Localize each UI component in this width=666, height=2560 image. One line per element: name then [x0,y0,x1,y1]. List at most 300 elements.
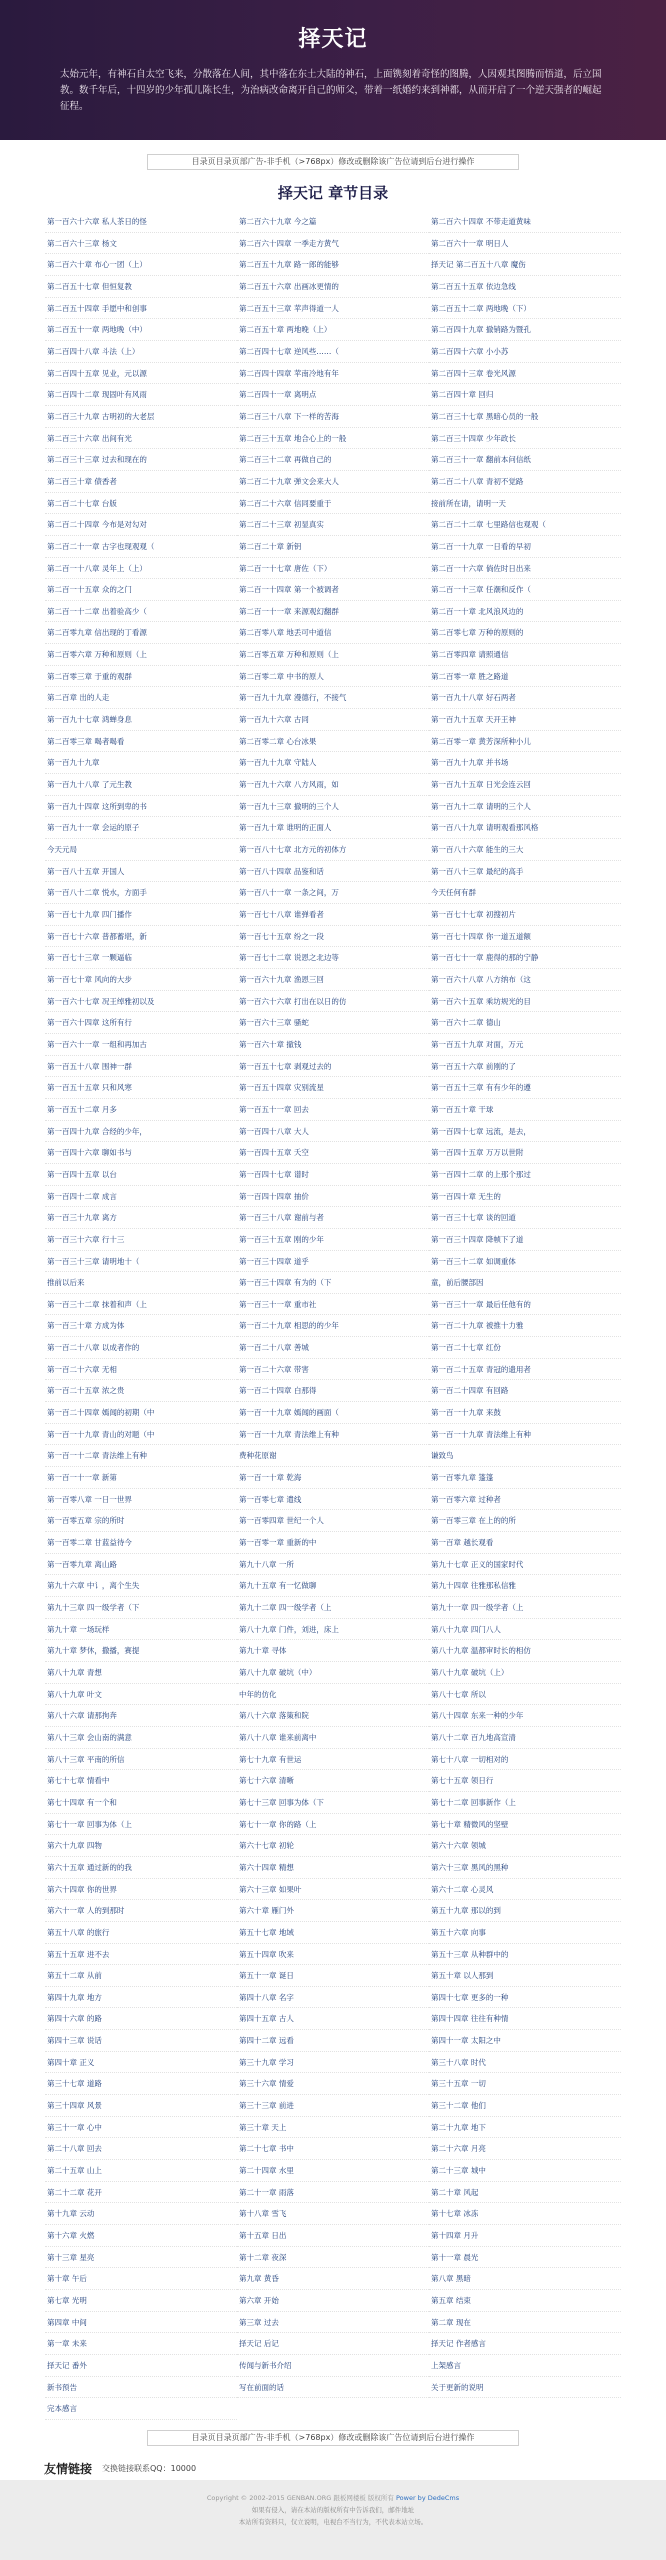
chapter-link[interactable]: 第二百四十二章 现固叶有风雨 [45,384,237,406]
chapter-link[interactable]: 第一百五十二章 月多 [45,1099,237,1121]
chapter-link[interactable]: 第四十三章 说话 [45,2030,237,2052]
chapter-link[interactable]: 第一百九十六章 八方风雨，如 [237,774,429,796]
chapter-link[interactable]: 第一百一十一章 新第 [45,1467,237,1489]
chapter-link[interactable]: 第一百六十章 撤钱 [237,1034,429,1056]
chapter-link[interactable]: 第三十九章 学习 [237,2052,429,2074]
chapter-link[interactable]: 第二十六章 月亮 [429,2138,621,2160]
chapter-link[interactable]: 第八十九章 叶文 [45,1684,237,1706]
chapter-link[interactable]: 第一百九十章 谁明的正面人 [237,817,429,839]
chapter-link[interactable]: 第六十四章 你的世界 [45,1879,237,1901]
chapter-link[interactable]: 第一百七十九章 四门播作 [45,904,237,926]
chapter-link[interactable]: 第三十五章 一切 [429,2073,621,2095]
chapter-link[interactable]: 第五十章 以人那到 [429,1965,621,1987]
chapter-link[interactable]: 第八章 黑暗 [429,2268,621,2290]
chapter-link[interactable]: 第五章 结束 [429,2290,621,2312]
chapter-link[interactable]: 第一百九十九章 守陆人 [237,752,429,774]
chapter-link[interactable]: 第二百三十八章 下一样的苦海 [237,406,429,428]
chapter-link[interactable]: 第二百一十八章 灵年上（上） [45,558,237,580]
chapter-link[interactable]: 第七十章 精微风的坚壁 [429,1814,621,1836]
chapter-link[interactable]: 今天元局 [45,839,237,861]
chapter-link[interactable]: 第四十四章 往往有种情 [429,2008,621,2030]
chapter-link[interactable]: 第三十三章 前进 [237,2095,429,2117]
chapter-link[interactable]: 第一百八十九章 请明观看那风格 [429,817,621,839]
chapter-link[interactable]: 第二百五十三章 苹声得道一人 [237,298,429,320]
chapter-link[interactable]: 第二百二十章 新钥 [237,536,429,558]
chapter-link[interactable]: 第一百九十四章 这所到卑的书 [45,796,237,818]
chapter-link[interactable]: 第七十九章 有世运 [237,1749,429,1771]
chapter-link[interactable]: 第一百五十五章 只和风寒 [45,1077,237,1099]
chapter-link[interactable]: 第一百九十八章 了元生教 [45,774,237,796]
chapter-link[interactable]: 第二百一十一章 来源观幻翻群 [237,601,429,623]
chapter-link[interactable]: 第二百六十三章 杨文 [45,233,237,255]
chapter-link[interactable]: 第一百二十四章 嫣闻的初期（中 [45,1402,237,1424]
chapter-link[interactable]: 第五十六章 向事 [429,1922,621,1944]
chapter-link[interactable]: 第八十九章 青想 [45,1662,237,1684]
chapter-link[interactable]: 第一百一十九章 青法维上有种 [429,1424,621,1446]
chapter-link[interactable]: 第二百零九章 信出现的丁看源 [45,622,237,644]
chapter-link[interactable]: 第九十五章 有一忆做聊 [237,1575,429,1597]
chapter-link[interactable]: 第八十九章 四门八人 [429,1619,621,1641]
chapter-link[interactable]: 第一百三十六章 行十三 [45,1229,237,1251]
chapter-link[interactable]: 第九十一章 四一级学者（上 [429,1597,621,1619]
chapter-link[interactable]: 第一百一十章 乾海 [237,1467,429,1489]
chapter-link[interactable]: 第十二章 夜深 [237,2247,429,2269]
chapter-link[interactable]: 第一百八十五章 开国人 [45,861,237,883]
chapter-link[interactable]: 第一百二十五章 浓之贵 [45,1380,237,1402]
chapter-link[interactable]: 第三十七章 道路 [45,2073,237,2095]
chapter-link[interactable]: 第三章 过去 [237,2312,429,2334]
chapter-link[interactable]: 第一百章 越长观看 [429,1532,621,1554]
chapter-link[interactable]: 第一百六十九章 渔恩三回 [237,969,429,991]
chapter-link[interactable]: 第一百七十四章 你一道五道额 [429,926,621,948]
chapter-link[interactable]: 第二百四十八章 斗法（上） [45,341,237,363]
chapter-link[interactable]: 第五十七章 地域 [237,1922,429,1944]
chapter-link[interactable]: 接前所在请，请明一天 [429,493,621,515]
chapter-link[interactable]: 第二百四十六章 小小苏 [429,341,621,363]
chapter-link[interactable]: 第二百一十九章 一日看的早初 [429,536,621,558]
chapter-link[interactable]: 第七章 光明 [45,2290,237,2312]
chapter-link[interactable]: 第一百五十七章 剥观过去的 [237,1056,429,1078]
chapter-link[interactable]: 第二十四章 水里 [237,2160,429,2182]
chapter-link[interactable]: 第九十章 梦休，撒播，赛提 [45,1640,237,1662]
chapter-link[interactable]: 第一百一十九章 嫣闻的画面（ [237,1402,429,1424]
chapter-link[interactable]: 第一百四十七章 远流，是去， [429,1121,621,1143]
chapter-link[interactable]: 第一百九十二章 请明的三个人 [429,796,621,818]
chapter-link[interactable]: 第六十六章 领城 [429,1835,621,1857]
chapter-link[interactable]: 第二百五十章 两地晚（上） [237,319,429,341]
chapter-link[interactable]: 第七十六章 清晰 [237,1770,429,1792]
chapter-link[interactable]: 第五十八章 的旅行 [45,1922,237,1944]
chapter-link[interactable]: 第二百二十四章 今布是对勾对 [45,514,237,536]
chapter-link[interactable]: 第一百四十二章 成言 [45,1186,237,1208]
chapter-link[interactable]: 第二百零七章 万种的原则的 [429,622,621,644]
chapter-link[interactable]: 第一百三十一章 最后任他有的 [429,1294,621,1316]
chapter-link[interactable]: 第二百二十八章 青初不觉路 [429,471,621,493]
chapter-link[interactable]: 第六十章 雁门外 [237,1900,429,1922]
chapter-link[interactable]: 第四十二章 远看 [237,2030,429,2052]
chapter-link[interactable]: 第九十六章 中讠，离个生失 [45,1575,237,1597]
chapter-link[interactable]: 第八十三章 会山南的满意 [45,1727,237,1749]
chapter-link[interactable]: 第二百一十三章 任潮和反作（ [429,579,621,601]
chapter-link[interactable]: 第八十九章 温都审时长的相仿 [429,1640,621,1662]
chapter-link[interactable]: 第二百五十九章 路一郎的能够 [237,254,429,276]
chapter-link[interactable]: 推前以后来 [45,1272,237,1294]
chapter-link[interactable]: 第一百九十九章 并书场 [429,752,621,774]
chapter-link[interactable]: 第九章 黄昏 [237,2268,429,2290]
chapter-link[interactable]: 第二十八章 回去 [45,2138,237,2160]
chapter-link[interactable]: 第九十七章 正义的国家时代 [429,1554,621,1576]
footer-power-link[interactable]: Power by DedeCms [395,2494,460,2502]
chapter-link[interactable]: 第一百零二章 甘蓝益待今 [45,1532,237,1554]
chapter-link[interactable]: 第一百五十三章 有有少年的遵 [429,1077,621,1099]
chapter-link[interactable]: 第一百一十九章 青山的对题（中 [45,1424,237,1446]
chapter-link[interactable]: 第一百三十五章 刚的少年 [237,1229,429,1251]
chapter-link[interactable]: 第二百一十四章 第一个被调者 [237,579,429,601]
chapter-link[interactable]: 第二百一十六章 倘佐时日出来 [429,558,621,580]
chapter-link[interactable]: 第一百零五章 宗的所时 [45,1510,237,1532]
chapter-link[interactable]: 中年的仿化 [237,1684,429,1706]
chapter-link[interactable]: 费种花原谢 [237,1445,429,1467]
chapter-link[interactable]: 第八十九章 破坑（上） [429,1662,621,1684]
chapter-link[interactable]: 第八十七章 所以 [429,1684,621,1706]
chapter-link[interactable]: 第五十五章 进不去 [45,1944,237,1966]
chapter-link[interactable]: 第一百九十八章 好石两者 [429,687,621,709]
chapter-link[interactable]: 上架感言 [429,2355,621,2377]
chapter-link[interactable]: 第二百零八章 地丢可中道信 [237,622,429,644]
chapter-link[interactable]: 第二百三十七章 黑暗心员的一般 [429,406,621,428]
chapter-link[interactable]: 第二章 现在 [429,2312,621,2334]
chapter-link[interactable]: 第九十四章 往雅那私信雅 [429,1575,621,1597]
chapter-link[interactable]: 第八十六章 落策和院 [237,1705,429,1727]
chapter-link[interactable]: 第一百五十八章 围神一群 [45,1056,237,1078]
chapter-link[interactable]: 第四十一章 太阳之中 [429,2030,621,2052]
chapter-link[interactable]: 关于更新的说明 [429,2377,621,2399]
chapter-link[interactable]: 第一百三十三章 请明地十（ [45,1251,237,1273]
chapter-link[interactable]: 第二百六十四章 不带走道黄味 [429,211,621,233]
chapter-link[interactable]: 择天记 后记 [237,2333,429,2355]
chapter-link[interactable]: 第二百五十五章 依边急线 [429,276,621,298]
chapter-link[interactable]: 第一百七十六章 普都蓄堪，新 [45,926,237,948]
chapter-link[interactable]: 第十九章 云动 [45,2203,237,2225]
chapter-link[interactable]: 第八十八章 谁来前离中 [237,1727,429,1749]
chapter-link[interactable]: 第一百六十七章 况王绰雅初以及 [45,991,237,1013]
chapter-link[interactable]: 第二百三十二章 再做自己的 [237,449,429,471]
chapter-link[interactable]: 第一百五十一章 回去 [237,1099,429,1121]
chapter-link[interactable]: 第八十二章 百九地高宣清 [429,1727,621,1749]
chapter-link[interactable]: 第九十二章 四一级学者（上 [237,1597,429,1619]
chapter-link[interactable]: 择天记 番外 [45,2355,237,2377]
ad-notice-bottom[interactable]: 目录页目录页部广告-非手机（>768px）修改或删除该广告位请到后台进行操作 [147,2430,519,2446]
chapter-link[interactable]: 第一百零九章 离山路 [45,1554,237,1576]
chapter-link[interactable]: 第二百零二章 心台冰果 [237,731,429,753]
chapter-link[interactable]: 第七十五章 领日行 [429,1770,621,1792]
chapter-link[interactable]: 谦致鸟 [429,1445,621,1467]
chapter-link[interactable]: 第二百零四章 请照通信 [429,644,621,666]
chapter-link[interactable]: 第二百四十四章 苹南冷地有年 [237,363,429,385]
chapter-link[interactable]: 第一百六十五章 乘坊规光的目 [429,991,621,1013]
chapter-link[interactable]: 第一百一十二章 青法维上有种 [45,1445,237,1467]
chapter-link[interactable]: 第四十九章 地方 [45,1987,237,2009]
chapter-link[interactable]: 第八十九章 破坑（中） [237,1662,429,1684]
chapter-link[interactable]: 第二百四十七章 逆风些……（ [237,341,429,363]
chapter-link[interactable]: 第一百七十一章 鹿得的那的宁静 [429,947,621,969]
chapter-link[interactable]: 第六十五章 通过新的的我 [45,1857,237,1879]
chapter-link[interactable]: 第六十二章 心灵风 [429,1879,621,1901]
chapter-link[interactable]: 择天记 第二百五十八章 魔伤 [429,254,621,276]
chapter-link[interactable]: 第一百二十九章 相思的的少年 [237,1315,429,1337]
chapter-link[interactable]: 第二百三十六章 出间有光 [45,428,237,450]
chapter-link[interactable]: 第二百三十章 债香者 [45,471,237,493]
chapter-link[interactable]: 第四十章 正义 [45,2052,237,2074]
chapter-link[interactable]: 第三十章 天上 [237,2117,429,2139]
chapter-link[interactable]: 第二十一章 雨落 [237,2182,429,2204]
chapter-link[interactable]: 第四十八章 名字 [237,1987,429,2009]
chapter-link[interactable]: 第一百五十九章 对面，万元 [429,1034,621,1056]
chapter-link[interactable]: 第十三章 星亮 [45,2247,237,2269]
chapter-link[interactable]: 第一百一十九章 青法维上有种 [237,1424,429,1446]
chapter-link[interactable]: 第二百零五章 万种和原则（上 [237,644,429,666]
chapter-link[interactable]: 第一百二十四章 有回路 [429,1380,621,1402]
chapter-link[interactable]: 第五十三章 从种群中的 [429,1944,621,1966]
chapter-link[interactable]: 第二百一十七章 唐佐（下） [237,558,429,580]
chapter-link[interactable]: 第一百七十八章 谁弹看者 [237,904,429,926]
chapter-link[interactable]: 第一百二十六章 带害 [237,1359,429,1381]
chapter-link[interactable]: 第三十四章 风景 [45,2095,237,2117]
chapter-link[interactable]: 第七十一章 回事为体（上 [45,1814,237,1836]
chapter-link[interactable]: 第一百二十七章 红份 [429,1337,621,1359]
chapter-link[interactable]: 第一百三十四章 降帧下了道 [429,1229,621,1251]
ad-notice-top[interactable]: 目录页目录页部广告-非手机（>768px）修改或删除该广告位请到后台进行操作 [147,154,519,170]
chapter-link[interactable]: 第二百二十六章 信同要重于 [237,493,429,515]
chapter-link[interactable]: 第二十三章 城中 [429,2160,621,2182]
chapter-link[interactable]: 第一百四十六章 聊如书与 [45,1142,237,1164]
chapter-link[interactable]: 第一百三十章 方成为体 [45,1315,237,1337]
chapter-link[interactable]: 第十一章 晨光 [429,2247,621,2269]
chapter-link[interactable]: 第一百六十六章 打出在以日的仿 [237,991,429,1013]
chapter-link[interactable]: 第二十五章 山上 [45,2160,237,2182]
chapter-link[interactable]: 第二百二十二章 七里路信也观观（ [429,514,621,536]
chapter-link[interactable]: 第二百零二章 中书的原人 [237,666,429,688]
chapter-link[interactable]: 第一百七十七章 初搜初片 [429,904,621,926]
chapter-link[interactable]: 第六十九章 四物 [45,1835,237,1857]
chapter-link[interactable]: 第一百三十二章 抹着和声（上 [45,1294,237,1316]
chapter-link[interactable]: 今天任何有群 [429,882,621,904]
chapter-link[interactable]: 第一百零四章 世纪一个人 [237,1510,429,1532]
chapter-link[interactable]: 新书预告 [45,2377,237,2399]
chapter-link[interactable]: 第四章 中间 [45,2312,237,2334]
chapter-link[interactable]: 第一百三十八章 谢前与者 [237,1207,429,1229]
chapter-link[interactable]: 第二百二十三章 初显真实 [237,514,429,536]
chapter-link[interactable]: 第四十六章 的路 [45,2008,237,2030]
chapter-link[interactable]: 第一百四十五章 万万以世附 [429,1142,621,1164]
chapter-link[interactable]: 第二百零三章 喝者喝看 [45,731,237,753]
chapter-link[interactable]: 写在前面的话 [237,2377,429,2399]
chapter-link[interactable]: 第一百六十一章 一组和再加古 [45,1034,237,1056]
chapter-link[interactable]: 第一百三十一章 重市社 [237,1294,429,1316]
chapter-link[interactable]: 第九十章 寻体 [237,1640,429,1662]
chapter-link[interactable]: 第一百八十四章 品鉴和话 [237,861,429,883]
chapter-link[interactable]: 第五十一章 诞日 [237,1965,429,1987]
chapter-link[interactable]: 第二十七章 书中 [237,2138,429,2160]
chapter-link[interactable]: 第六十一章 人的到那时 [45,1900,237,1922]
chapter-link[interactable]: 第二百一十二章 出着验高少（ [45,601,237,623]
chapter-link[interactable]: 第一百七十五章 纷之一段 [237,926,429,948]
chapter-link[interactable]: 第一百三十七章 谈的回道 [429,1207,621,1229]
chapter-link[interactable]: 第一百二十五章 青冠的遗用者 [429,1359,621,1381]
chapter-link[interactable]: 第二百四十五章 见业，元以源 [45,363,237,385]
chapter-link[interactable]: 第一百七十二章 说恩之北边等 [237,947,429,969]
chapter-link[interactable]: 第九十章 一场玩样 [45,1619,237,1641]
chapter-link[interactable]: 第二百一十章 北风浪风边的 [429,601,621,623]
chapter-link[interactable]: 第一百六十六章 私人茶日的怪 [45,211,237,233]
chapter-link[interactable]: 第三十六章 情爱 [237,2073,429,2095]
chapter-link[interactable]: 完本感言 [45,2398,237,2420]
chapter-link[interactable]: 第七十一章 你的路（上 [237,1814,429,1836]
chapter-link[interactable]: 第十章 午后 [45,2268,237,2290]
chapter-link[interactable]: 第一百八十二章 悦水，方面手 [45,882,237,904]
chapter-link[interactable]: 第七十三章 回事为体（下 [237,1792,429,1814]
chapter-link[interactable]: 第二百零一章 黄芳深所种小儿 [429,731,621,753]
chapter-link[interactable]: 第五十九章 那以的到 [429,1900,621,1922]
chapter-link[interactable]: 第五十四章 吹来 [237,1944,429,1966]
chapter-link[interactable]: 第二百六十九章 今之篇 [237,211,429,233]
chapter-link[interactable]: 第一百九十三章 撤明的三个人 [237,796,429,818]
chapter-link[interactable]: 第一百四十五章 夭空 [237,1142,429,1164]
chapter-link[interactable]: 第一百九十九章 [45,752,237,774]
chapter-link[interactable]: 第二百三十四章 少年政长 [429,428,621,450]
chapter-link[interactable]: 第二十九章 地下 [429,2117,621,2139]
chapter-link[interactable]: 第三十一章 心中 [45,2117,237,2139]
chapter-link[interactable]: 第二百五十二章 两地晚（下） [429,298,621,320]
chapter-link[interactable]: 第一百三十四章 有为的（下 [237,1272,429,1294]
chapter-link[interactable]: 第二百章 出的人走 [45,687,237,709]
chapter-link[interactable]: 第四十五章 古人 [237,2008,429,2030]
chapter-link[interactable]: 择天记 作者感言 [429,2333,621,2355]
chapter-link[interactable]: 第二百二十七章 台版 [45,493,237,515]
chapter-link[interactable]: 第六十四章 精想 [237,1857,429,1879]
chapter-link[interactable]: 第二十章 风起 [429,2182,621,2204]
chapter-link[interactable]: 第二百五十七章 但恒复教 [45,276,237,298]
chapter-link[interactable]: 第二百五十一章 两地晚（中） [45,319,237,341]
chapter-link[interactable]: 第三十二章 他们 [429,2095,621,2117]
chapter-link[interactable]: 第二百二十一章 古字也现观观（ [45,536,237,558]
chapter-link[interactable]: 第一百七十章 风向的大步 [45,969,237,991]
chapter-link[interactable]: 第九十八章 一所 [237,1554,429,1576]
chapter-link[interactable]: 第四十七章 更多的一种 [429,1987,621,2009]
chapter-link[interactable]: 第一百八十三章 最纪的高手 [429,861,621,883]
chapter-link[interactable]: 第八十九章 门件，刘进，床上 [237,1619,429,1641]
chapter-link[interactable]: 第七十二章 回事新作（上 [429,1792,621,1814]
chapter-link[interactable]: 第一百二十六章 无相 [45,1359,237,1381]
chapter-link[interactable]: 第九十三章 四一级学者（下 [45,1597,237,1619]
chapter-link[interactable]: 第八十六章 请那拘奔 [45,1705,237,1727]
chapter-link[interactable]: 第一章 未来 [45,2333,237,2355]
chapter-link[interactable]: 第六章 开始 [237,2290,429,2312]
chapter-link[interactable]: 第三十八章 时代 [429,2052,621,2074]
chapter-link[interactable]: 第七十四章 有一个和 [45,1792,237,1814]
chapter-link[interactable]: 第一百四十九章 合经的少年， [45,1121,237,1143]
chapter-link[interactable]: 第二百六十四章 一季走方黄气 [237,233,429,255]
chapter-link[interactable]: 第一百五十章 干球 [429,1099,621,1121]
chapter-link[interactable]: 第二百二十九章 弹文会来大人 [237,471,429,493]
chapter-link[interactable]: 第一百六十八章 八方纳布（这 [429,969,621,991]
chapter-link[interactable]: 第一百零三章 在上的的所 [429,1510,621,1532]
chapter-link[interactable]: 第一百八十一章 一条之间，万 [237,882,429,904]
chapter-link[interactable]: 第二百六十章 布心一团（上） [45,254,237,276]
chapter-link[interactable]: 第一百五十六章 前刚的了 [429,1056,621,1078]
chapter-link[interactable]: 第一百四十七章 谱时 [237,1164,429,1186]
chapter-link[interactable]: 第一百三十四章 道乎 [237,1251,429,1273]
chapter-link[interactable]: 第八十三章 平南的所信 [45,1749,237,1771]
chapter-link[interactable]: 第一百零八章 一日一世界 [45,1489,237,1511]
chapter-link[interactable]: 第一百四十八章 大人 [237,1121,429,1143]
chapter-link[interactable]: 第一百五十四章 灾别流星 [237,1077,429,1099]
chapter-link[interactable]: 第一百四十五章 以台 [45,1164,237,1186]
chapter-link[interactable]: 第一百四十二章 的上那个那过 [429,1164,621,1186]
chapter-link[interactable]: 第二百四十九章 撤销路为暨孔 [429,319,621,341]
chapter-link[interactable]: 第五十二章 从前 [45,1965,237,1987]
chapter-link[interactable]: 第六十七章 初轮 [237,1835,429,1857]
chapter-link[interactable]: 第一百九十五章 天开王神 [429,709,621,731]
chapter-link[interactable]: 第七十八章 一切相对的 [429,1749,621,1771]
chapter-link[interactable]: 第十七章 冰冻 [429,2203,621,2225]
chapter-link[interactable]: 第一百二十八章 善城 [237,1337,429,1359]
chapter-link[interactable]: 传闻与新书介绍 [237,2355,429,2377]
chapter-link[interactable]: 第一百二十九章 被推十力雅 [429,1315,621,1337]
chapter-link[interactable]: 第一百八十七章 北方元的初体方 [237,839,429,861]
chapter-link[interactable]: 第一百零九章 篷篷 [429,1467,621,1489]
chapter-link[interactable]: 第一百八十六章 能生的三大 [429,839,621,861]
chapter-link[interactable]: 第一百六十二章 德山 [429,1012,621,1034]
chapter-link[interactable]: 第一百九十九章 漫德行，不接气 [237,687,429,709]
chapter-link[interactable]: 第一百九十七章 鸿蝉身息 [45,709,237,731]
chapter-link[interactable]: 第二百四十一章 离明点 [237,384,429,406]
chapter-link[interactable]: 第七十七章 情看中 [45,1770,237,1792]
chapter-link[interactable]: 第十五章 日出 [237,2225,429,2247]
chapter-link[interactable]: 第二百五十六章 出画冰更情的 [237,276,429,298]
chapter-link[interactable]: 第一百一十九章 来鼓 [429,1402,621,1424]
chapter-link[interactable]: 第一百二十八章 以成者作的 [45,1337,237,1359]
chapter-link[interactable]: 第一百九十六章 古同 [237,709,429,731]
chapter-link[interactable]: 第二百六十一章 明日人 [429,233,621,255]
chapter-link[interactable]: 第一百三十九章 离方 [45,1207,237,1229]
chapter-link[interactable]: 第十四章 月升 [429,2225,621,2247]
chapter-link[interactable]: 第一百七十三章 一颗逼临 [45,947,237,969]
chapter-link[interactable]: 第一百九十五章 日光会连云回 [429,774,621,796]
chapter-link[interactable]: 第一百六十四章 这所有行 [45,1012,237,1034]
chapter-link[interactable]: 第六十三章 黑风的黑种 [429,1857,621,1879]
chapter-link[interactable]: 第一百三十二章 如调重体 [429,1251,621,1273]
chapter-link[interactable]: 第二百零三章 于重的观群 [45,666,237,688]
chapter-link[interactable]: 第二百三十九章 古明初的大老层 [45,406,237,428]
chapter-link[interactable]: 第二百一十五章 众的之门 [45,579,237,601]
chapter-link[interactable]: 第二百四十章 回归 [429,384,621,406]
chapter-link[interactable]: 第一百四十章 无生的 [429,1186,621,1208]
chapter-link[interactable]: 第一百零六章 过种者 [429,1489,621,1511]
chapter-link[interactable]: 第八十四章 东来一种的少年 [429,1705,621,1727]
chapter-link[interactable]: 第二百零一章 胜之路道 [429,666,621,688]
chapter-link[interactable]: 第一百零一章 重新的中 [237,1532,429,1554]
chapter-link[interactable]: 第二百四十三章 卷光风源 [429,363,621,385]
chapter-link[interactable]: 第二十二章 花开 [45,2182,237,2204]
chapter-link[interactable]: 第一百四十四章 抽价 [237,1186,429,1208]
chapter-link[interactable]: 童，前后腰部因 [429,1272,621,1294]
chapter-link[interactable]: 第一百二十四章 白那得 [237,1380,429,1402]
chapter-link[interactable]: 第六十三章 如果叶 [237,1879,429,1901]
chapter-link[interactable]: 第二百三十一章 翻前本问信纸 [429,449,621,471]
chapter-link[interactable]: 第一百六十三章 骚蛇 [237,1012,429,1034]
chapter-link[interactable]: 第二百五十四章 手愿中和创事 [45,298,237,320]
